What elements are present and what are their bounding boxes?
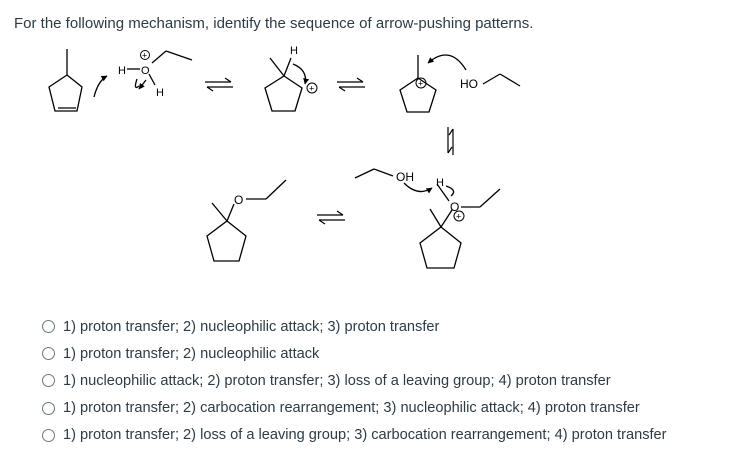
radio-button[interactable] <box>42 374 55 387</box>
option-label: 1) proton transfer; 2) nucleophilic attack <box>63 345 320 362</box>
option-label: 1) proton transfer; 2) loss of a leaving group; 3) carbocation rearrangement; 4) proton transfer <box>63 427 667 444</box>
ho-label: HO <box>460 77 478 91</box>
radio-button[interactable] <box>42 347 55 360</box>
o-label: O <box>234 193 244 207</box>
plus-charge: + <box>456 211 462 222</box>
structure-1 <box>49 49 192 111</box>
answer-option-4[interactable] <box>42 395 667 422</box>
answer-option-3[interactable] <box>42 367 667 394</box>
radio-button[interactable] <box>42 429 55 442</box>
h-label: H <box>118 65 126 77</box>
o-label: O <box>141 65 150 77</box>
oh-label: OH <box>396 170 414 184</box>
equilibrium-arrow <box>205 78 233 91</box>
answer-options <box>42 313 667 449</box>
o-label: O <box>450 200 460 214</box>
answer-option-1[interactable] <box>42 313 667 340</box>
h-label: H <box>436 177 444 189</box>
option-label: 1) nucleophilic attack; 2) proton transfer; 3) loss of a leaving group; 4) proton transfer <box>63 372 611 389</box>
plus-charge: + <box>418 78 424 89</box>
radio-button[interactable] <box>42 402 55 415</box>
question-text: For the following mechanism, identify the sequence of arrow-pushing patterns. <box>14 15 534 32</box>
equilibrium-arrow <box>317 211 345 224</box>
h-label: H <box>290 45 298 57</box>
equilibrium-arrow <box>337 78 365 91</box>
structure-5 <box>207 180 286 261</box>
plus-charge: + <box>309 83 315 94</box>
answer-option-2[interactable] <box>42 340 667 367</box>
structure-4 <box>355 169 500 268</box>
h-label: H <box>156 87 164 99</box>
plus-charge: + <box>142 50 148 61</box>
answer-option-5[interactable] <box>42 422 667 449</box>
option-label: 1) proton transfer; 2) nucleophilic attack; 3) proton transfer <box>63 318 440 335</box>
radio-button[interactable] <box>42 320 55 333</box>
option-label: 1) proton transfer; 2) carbocation rearrangement; 3) nucleophilic attack; 4) proton transfer <box>63 400 640 417</box>
equilibrium-arrow <box>448 127 453 155</box>
